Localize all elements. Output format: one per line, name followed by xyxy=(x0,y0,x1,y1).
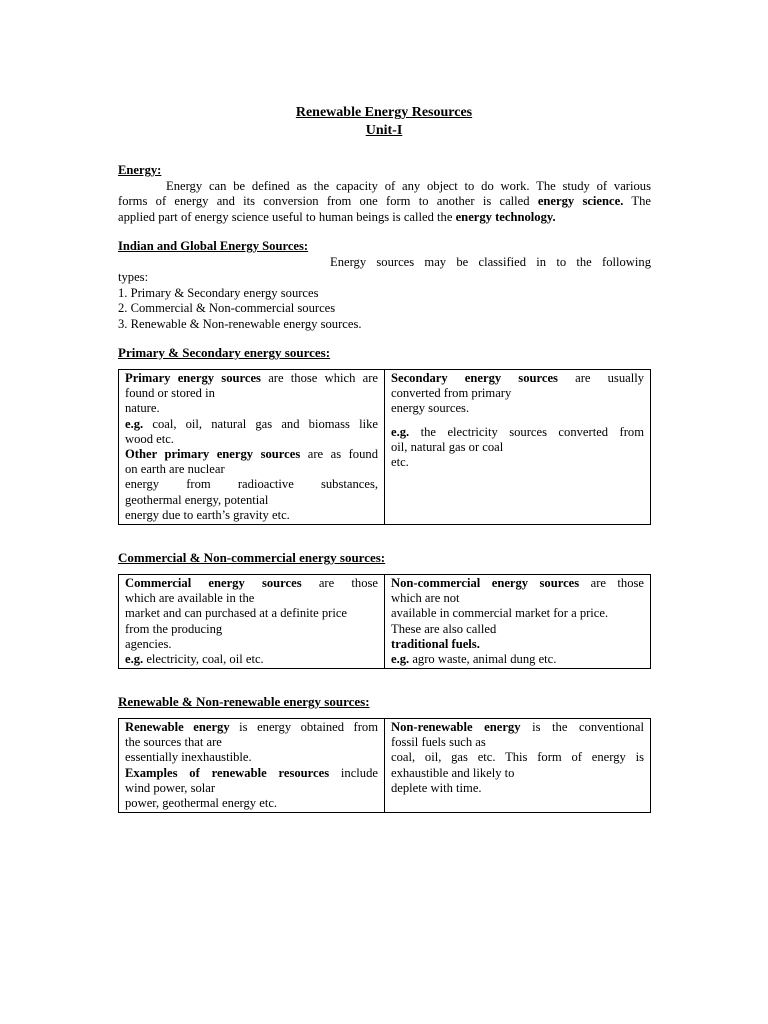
renewable-heading: Renewable & Non-renewable energy sources: xyxy=(118,694,370,709)
non-renewable-cell: Non-renewable energy is the conventional fossil fuels such as coal, oil, gas etc. This form of energy is exhaustible and likely to deplete with time. xyxy=(385,719,651,813)
renewable-cell: Renewable energy is energy obtained from the sources that are essentially inexhaustible. Examples of renewable resources include wind power, solar power, geothermal energy etc. xyxy=(119,719,385,813)
energy-line-2: forms of energy and its conversion from one form to another is called energy science. The xyxy=(118,194,651,208)
commercial-cell: Commercial energy sources are those which are available in the market and can purchased at a definite price from the producing agencies. e.g. electricity, coal, oil etc. xyxy=(119,575,385,669)
document-subtitle: Unit-I xyxy=(365,123,403,138)
energy-line-3: applied part of energy science useful to human beings is called the energy technology. xyxy=(118,209,556,224)
energy-line-1: Energy can be defined as the capacity of any object to do work. The study of various xyxy=(166,178,651,193)
commercial-heading: Commercial & Non-commercial energy sources: xyxy=(118,550,386,565)
sources-heading: Indian and Global Energy Sources: xyxy=(118,239,309,253)
primary-cell: Primary energy sources are those which are found or stored in nature. e.g. coal, oil, natural gas and biomass like wood etc. Other primary energy sources are as found on earth are nuclear energy from radioactive substances, geothermal energy, potential energy due to earth’s gravity etc. xyxy=(119,370,385,525)
list-item: 2. Commercial & Non-commercial sources xyxy=(118,301,336,315)
secondary-cell: Secondary energy sources are usually converted from primary energy sources. e.g. the electricity sources converted from oil, natural gas or coal etc. xyxy=(385,370,651,525)
sources-section xyxy=(118,239,651,332)
renewable-table xyxy=(118,718,651,813)
primary-secondary-table xyxy=(118,369,651,525)
sources-intro: Energy sources may be classified in to the following xyxy=(330,254,651,269)
energy-section xyxy=(118,163,651,225)
list-item: 1. Primary & Secondary energy sources xyxy=(118,285,319,300)
primary-secondary-heading: Primary & Secondary energy sources: xyxy=(118,345,331,360)
non-commercial-cell: Non-commercial energy sources are those which are not available in commercial market for a price. These are also called traditional fuels. e.g. agro waste, animal dung etc. xyxy=(385,575,651,669)
commercial-table xyxy=(118,574,651,669)
list-item: 3. Renewable & Non-renewable energy sources. xyxy=(118,316,362,331)
sources-intro-cont: types: xyxy=(118,270,149,284)
document-title: Renewable Energy Resources xyxy=(295,105,473,120)
energy-heading: Energy: xyxy=(118,163,162,177)
